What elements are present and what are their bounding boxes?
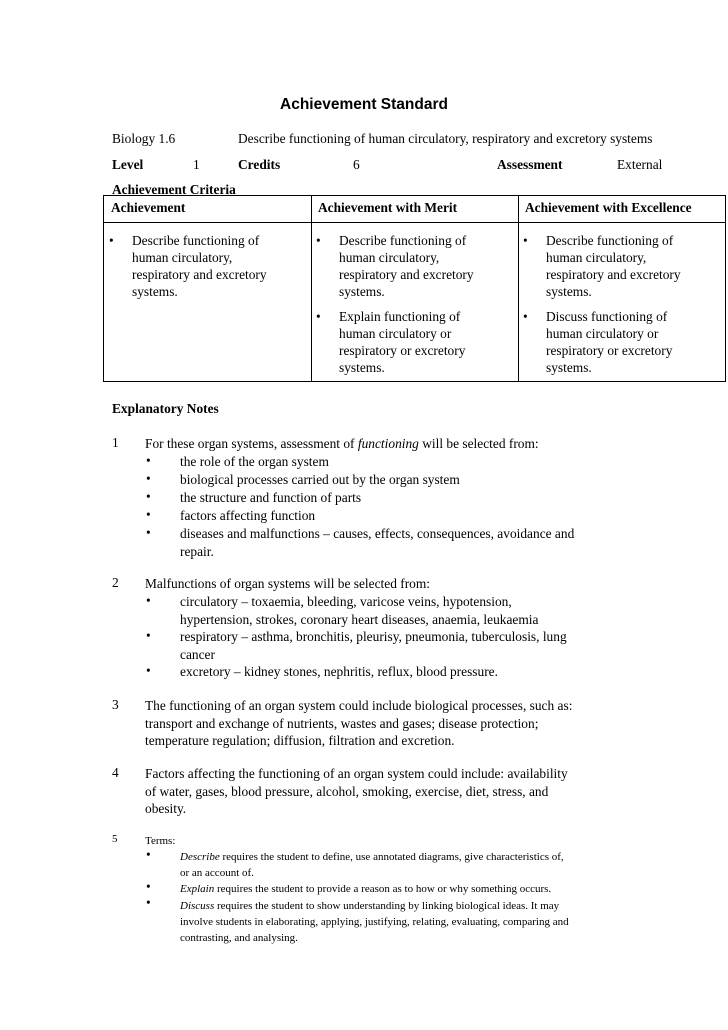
bullet: • bbox=[523, 233, 528, 248]
column-header-achievement: Achievement bbox=[111, 200, 186, 215]
note-number: 5 bbox=[112, 833, 118, 845]
note-1-intro: For these organ systems, assessment of functioning will be selected from: bbox=[145, 436, 539, 451]
level-value: 1 bbox=[193, 157, 200, 172]
column-divider bbox=[311, 196, 312, 381]
column-header-merit: Achievement with Merit bbox=[318, 200, 458, 215]
criteria-item-text: Explain functioning of human circulatory or respiratory or excretory systems. bbox=[339, 309, 466, 375]
criteria-table bbox=[103, 195, 726, 382]
notes-heading: Explanatory Notes bbox=[112, 401, 219, 416]
note-4-text: Factors affecting the functioning of an organ system could include: availability of water, gases, blood pressure, alcohol, smoking, exercise, diet, stress, and obesity. bbox=[145, 766, 568, 816]
note-5-intro: Terms: bbox=[145, 835, 176, 847]
column-header-excellence: Achievement with Excellence bbox=[525, 200, 692, 215]
list-item: biological processes carried out by the organ system bbox=[180, 472, 460, 487]
note-number: 2 bbox=[112, 575, 119, 590]
emphasis: functioning bbox=[357, 436, 419, 451]
credits-value: 6 bbox=[353, 157, 360, 172]
term-item: Explain requires the student to provide a reason as to how or why something occurs. bbox=[180, 883, 552, 895]
level-label: Level bbox=[112, 157, 144, 172]
table-header-divider bbox=[104, 222, 725, 223]
assessment-value: External bbox=[617, 157, 663, 172]
note-number: 3 bbox=[112, 697, 119, 712]
bullet: • bbox=[146, 628, 151, 643]
note-2-intro: Malfunctions of organ systems will be selected from: bbox=[145, 576, 430, 591]
list-item: excretory – kidney stones, nephritis, reflux, blood pressure. bbox=[180, 664, 498, 679]
bullet: • bbox=[146, 879, 151, 894]
note-number: 4 bbox=[112, 765, 119, 780]
column-divider bbox=[518, 196, 519, 381]
standard-description: Describe functioning of human circulatory, respiratory and excretory systems bbox=[238, 131, 653, 146]
note-number: 1 bbox=[112, 435, 119, 450]
bullet: • bbox=[146, 507, 151, 522]
term-item: Describe requires the student to define, use annotated diagrams, give characteristics of, or an account of. bbox=[180, 851, 564, 879]
bullet: • bbox=[146, 663, 151, 678]
bullet: • bbox=[523, 309, 528, 324]
criteria-item-text: Discuss functioning of human circulatory or respiratory or excretory systems. bbox=[546, 309, 673, 375]
criteria-item-text: Describe functioning of human circulatory, respiratory and excretory systems. bbox=[132, 233, 267, 299]
bullet: • bbox=[146, 453, 151, 468]
bullet: • bbox=[146, 471, 151, 486]
term-name: Discuss bbox=[180, 900, 215, 912]
list-item: the role of the organ system bbox=[180, 454, 329, 469]
bullet: • bbox=[146, 489, 151, 504]
standard-code: Biology 1.6 bbox=[112, 131, 176, 146]
list-item: respiratory – asthma, bronchitis, pleurisy, pneumonia, tuberculosis, lung cancer bbox=[180, 629, 567, 662]
assessment-label: Assessment bbox=[497, 157, 563, 172]
list-item: circulatory – toxaemia, bleeding, varicose veins, hypotension, hypertension, strokes, coronary heart diseases, anaemia, leukaemia bbox=[180, 594, 539, 627]
bullet: • bbox=[146, 525, 151, 540]
bullet: • bbox=[316, 309, 321, 324]
bullet: • bbox=[109, 233, 114, 248]
bullet: • bbox=[146, 847, 151, 862]
criteria-item-text: Describe functioning of human circulatory, respiratory and excretory systems. bbox=[339, 233, 474, 299]
term-name: Explain bbox=[180, 883, 215, 895]
term-item: Discuss requires the student to show understanding by linking biological ideas. It may involve students in elaborating, applying, justifying, relating, evaluating, comparing and contrasting, and analysing. bbox=[180, 900, 569, 944]
list-item: factors affecting function bbox=[180, 508, 316, 523]
bullet: • bbox=[146, 895, 151, 910]
term-name: Describe bbox=[180, 851, 220, 863]
bullet: • bbox=[146, 593, 151, 608]
note-3-text: The functioning of an organ system could include biological processes, such as: transport and exchange of nutrients, wastes and gases; disease protection; temperature regulation; diffusion, filtration and excretion. bbox=[145, 698, 573, 748]
criteria-heading: Achievement Criteria bbox=[112, 182, 236, 197]
criteria-item-text: Describe functioning of human circulatory, respiratory and excretory systems. bbox=[546, 233, 681, 299]
bullet: • bbox=[316, 233, 321, 248]
list-item: the structure and function of parts bbox=[180, 490, 362, 505]
credits-label: Credits bbox=[238, 157, 281, 172]
page-title: Achievement Standard bbox=[280, 96, 448, 113]
list-item: diseases and malfunctions – causes, effects, consequences, avoidance and repair. bbox=[180, 526, 575, 559]
